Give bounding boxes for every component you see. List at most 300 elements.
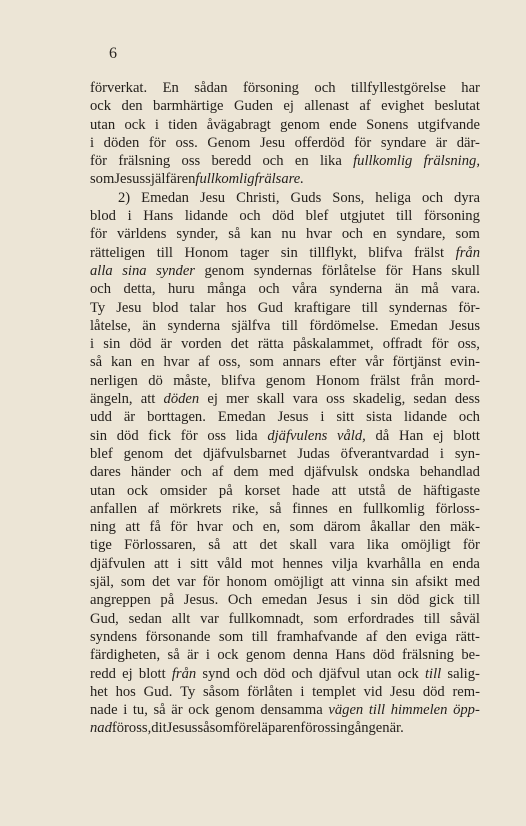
word bbox=[218, 353, 240, 371]
word bbox=[399, 427, 423, 445]
word-text: ock bbox=[397, 665, 419, 682]
word-text: beslutat bbox=[434, 98, 480, 115]
word-text: angreppen bbox=[90, 592, 151, 609]
word bbox=[255, 170, 304, 188]
word bbox=[206, 646, 210, 664]
word bbox=[455, 390, 480, 408]
word-text: och bbox=[180, 464, 202, 481]
word-text: till bbox=[463, 592, 480, 609]
word-text: en bbox=[338, 500, 353, 517]
word-text: Guds bbox=[290, 189, 322, 206]
word bbox=[281, 225, 296, 243]
word bbox=[90, 317, 131, 335]
word-text: vid bbox=[363, 683, 383, 700]
word bbox=[127, 482, 148, 500]
word bbox=[170, 518, 187, 536]
word bbox=[90, 683, 108, 701]
word-text: genom bbox=[265, 372, 306, 389]
word-text: där- bbox=[456, 134, 480, 151]
word bbox=[390, 683, 415, 701]
word bbox=[236, 427, 258, 445]
word-text: allt bbox=[171, 610, 191, 627]
word-text: i bbox=[90, 134, 95, 151]
word bbox=[269, 500, 281, 518]
word-text: Hans bbox=[335, 647, 366, 664]
word bbox=[189, 299, 215, 317]
word-text: oss bbox=[181, 153, 201, 170]
word-text: ock bbox=[188, 702, 210, 719]
word bbox=[103, 335, 120, 353]
word-text: lika bbox=[319, 153, 342, 170]
word bbox=[353, 390, 405, 408]
word bbox=[452, 683, 480, 701]
word-text: utan bbox=[90, 116, 116, 133]
word bbox=[112, 719, 129, 737]
word-text: dares bbox=[90, 464, 121, 481]
word-text: af bbox=[366, 628, 378, 645]
word bbox=[336, 408, 354, 426]
word bbox=[205, 262, 245, 280]
word bbox=[124, 536, 196, 554]
word bbox=[373, 225, 387, 243]
text-line bbox=[90, 683, 480, 701]
word bbox=[90, 390, 133, 408]
word-text: att bbox=[140, 391, 156, 408]
word bbox=[389, 299, 447, 317]
word bbox=[90, 518, 116, 536]
word bbox=[366, 116, 408, 134]
word bbox=[172, 610, 191, 628]
word-text: Jesus bbox=[277, 409, 309, 426]
word bbox=[274, 573, 323, 591]
word bbox=[152, 299, 178, 317]
word bbox=[370, 518, 410, 536]
word-text: barmhärtige bbox=[153, 98, 224, 115]
word-text: förlåten bbox=[247, 683, 293, 700]
word bbox=[123, 701, 127, 719]
word-text: sitt bbox=[336, 409, 355, 426]
word-text: med bbox=[268, 464, 294, 481]
word bbox=[449, 317, 480, 335]
word-text: synd bbox=[202, 665, 230, 682]
word bbox=[322, 262, 376, 280]
word bbox=[306, 207, 329, 225]
word bbox=[425, 665, 441, 683]
word bbox=[148, 372, 163, 390]
word-text: Jesus. bbox=[183, 592, 219, 609]
word bbox=[453, 427, 480, 445]
word bbox=[419, 518, 440, 536]
word bbox=[424, 152, 480, 170]
word-text: försonande bbox=[145, 628, 211, 645]
word-text: och bbox=[421, 189, 444, 206]
word-text: nu bbox=[281, 226, 296, 243]
word-text: allenast bbox=[304, 98, 349, 115]
word bbox=[330, 573, 345, 591]
word bbox=[295, 134, 345, 152]
word bbox=[207, 116, 271, 134]
text-line bbox=[90, 170, 480, 188]
word bbox=[292, 482, 320, 500]
word-text: att bbox=[331, 482, 347, 499]
word bbox=[336, 719, 390, 737]
word bbox=[217, 555, 242, 573]
word-text: en bbox=[140, 354, 155, 371]
word bbox=[458, 335, 480, 353]
word-text: åkallar bbox=[370, 519, 410, 536]
word bbox=[217, 646, 238, 664]
word bbox=[433, 427, 444, 445]
word bbox=[182, 152, 201, 170]
word bbox=[293, 390, 318, 408]
word bbox=[332, 189, 364, 207]
word bbox=[260, 536, 278, 554]
word-text: denna bbox=[293, 647, 328, 664]
word bbox=[272, 207, 294, 225]
text-line bbox=[90, 317, 480, 335]
word bbox=[90, 372, 138, 390]
word-text: hos bbox=[226, 299, 247, 316]
word bbox=[90, 555, 145, 573]
word bbox=[148, 427, 171, 445]
word-text: död bbox=[422, 683, 445, 700]
word bbox=[240, 244, 269, 262]
word-text: för bbox=[180, 427, 198, 444]
word bbox=[332, 482, 347, 500]
word bbox=[149, 134, 166, 152]
word bbox=[246, 646, 286, 664]
word-text: utan bbox=[366, 665, 392, 682]
text-line bbox=[90, 555, 480, 573]
word-text: rätta bbox=[257, 336, 284, 353]
word-text: för bbox=[90, 226, 108, 243]
word-text: är bbox=[435, 134, 448, 151]
word bbox=[450, 353, 480, 371]
italic-text: våld, bbox=[337, 427, 366, 444]
word bbox=[455, 445, 480, 463]
word bbox=[262, 152, 283, 170]
word bbox=[304, 463, 358, 481]
word-text: Christi, bbox=[236, 189, 280, 206]
word bbox=[90, 646, 160, 664]
word bbox=[359, 97, 370, 115]
word-text: för bbox=[202, 574, 220, 591]
word-text: tager bbox=[239, 244, 270, 261]
word-text: försoning bbox=[243, 80, 299, 96]
word bbox=[398, 665, 419, 683]
word-text: syndare, bbox=[396, 226, 446, 243]
word-text: och bbox=[232, 519, 254, 536]
word-text: evighet bbox=[381, 98, 425, 115]
word-text: ej bbox=[432, 427, 444, 444]
word-text: våra bbox=[292, 281, 318, 298]
word-text: skall bbox=[289, 537, 318, 554]
word-text: att bbox=[232, 537, 248, 554]
word-text: vinna bbox=[352, 574, 385, 591]
word-text: som bbox=[218, 628, 244, 645]
word-text: sedan bbox=[413, 391, 447, 408]
word bbox=[412, 262, 442, 280]
word-text: fullkomnadt, bbox=[228, 610, 304, 627]
word-text: i bbox=[439, 445, 444, 462]
word-text: talar bbox=[189, 299, 216, 316]
text-line bbox=[90, 536, 480, 554]
word bbox=[320, 408, 324, 426]
word bbox=[161, 335, 172, 353]
word bbox=[90, 591, 151, 609]
word bbox=[431, 335, 448, 353]
word bbox=[353, 152, 412, 170]
word-text: lika bbox=[366, 537, 389, 554]
word-text: öfverantvardad bbox=[340, 445, 429, 462]
word bbox=[401, 536, 450, 554]
word-text: har bbox=[461, 80, 480, 96]
word-text: är bbox=[123, 409, 136, 426]
word bbox=[117, 225, 166, 243]
word bbox=[90, 116, 115, 134]
word-text: påskalammet, bbox=[292, 336, 374, 353]
word bbox=[391, 573, 408, 591]
word-text: ock bbox=[90, 98, 112, 115]
word-text: hvar bbox=[196, 519, 223, 536]
word bbox=[190, 555, 208, 573]
italic-text: fullkomlig bbox=[353, 153, 413, 170]
word bbox=[278, 408, 309, 426]
word-text: kan bbox=[250, 226, 272, 243]
word-text: genom bbox=[204, 262, 245, 279]
word-text: död bbox=[397, 592, 420, 609]
word bbox=[177, 573, 196, 591]
word-text: själf bbox=[145, 171, 171, 188]
word bbox=[203, 445, 286, 463]
word bbox=[292, 280, 317, 298]
word bbox=[243, 79, 299, 97]
word-text: den bbox=[385, 628, 407, 645]
word bbox=[423, 683, 445, 701]
word-text: frälst bbox=[370, 372, 401, 389]
word bbox=[181, 335, 222, 353]
word-text: det bbox=[174, 445, 193, 462]
word-text: enda bbox=[452, 555, 480, 572]
word-text: Gud, bbox=[90, 610, 119, 627]
word bbox=[383, 335, 422, 353]
text-line bbox=[90, 500, 480, 518]
word bbox=[390, 317, 438, 335]
word-text: som bbox=[249, 354, 274, 371]
word bbox=[90, 500, 137, 518]
word bbox=[390, 719, 404, 737]
word bbox=[212, 463, 223, 481]
word bbox=[251, 555, 274, 573]
word-text: är. bbox=[389, 720, 404, 737]
word-text: af bbox=[211, 464, 224, 481]
word-text: ning bbox=[90, 519, 116, 536]
word bbox=[187, 646, 198, 664]
word-text: ingången bbox=[336, 720, 390, 737]
word-text: nerligen bbox=[90, 372, 138, 389]
italic-text: alla bbox=[90, 262, 113, 279]
word bbox=[300, 683, 304, 701]
word bbox=[118, 152, 170, 170]
word bbox=[131, 463, 171, 481]
word bbox=[182, 170, 196, 188]
word bbox=[351, 79, 446, 97]
word bbox=[197, 719, 233, 737]
word-text: blef bbox=[90, 445, 113, 462]
text-line bbox=[90, 280, 480, 298]
word-text: af bbox=[359, 98, 371, 115]
word bbox=[90, 79, 147, 97]
word-text: för bbox=[170, 519, 188, 536]
word-text: död bbox=[263, 665, 286, 682]
word bbox=[170, 170, 181, 188]
word-text: död bbox=[116, 427, 139, 444]
word-text: skadelig, bbox=[352, 391, 406, 408]
word-text: döden bbox=[103, 134, 140, 151]
word-text: för- bbox=[458, 299, 480, 316]
word-text: sin bbox=[391, 574, 409, 591]
word-text: vara. bbox=[451, 281, 480, 298]
word bbox=[197, 518, 223, 536]
italic-text: från bbox=[455, 244, 480, 261]
word bbox=[160, 591, 174, 609]
word-text: som bbox=[120, 574, 146, 591]
word bbox=[200, 189, 225, 207]
word-text: blifva bbox=[221, 372, 256, 389]
word-text: blod bbox=[152, 299, 179, 316]
word-text: en bbox=[429, 555, 444, 572]
italic-text: djäfvulens bbox=[267, 427, 328, 444]
word-text: syn- bbox=[454, 445, 480, 462]
word-text: synderna bbox=[167, 317, 221, 334]
word bbox=[341, 445, 429, 463]
word bbox=[90, 665, 116, 683]
text-line bbox=[90, 244, 480, 262]
word bbox=[424, 610, 440, 628]
word bbox=[168, 280, 195, 298]
word bbox=[118, 189, 130, 207]
word bbox=[455, 573, 480, 591]
text-line bbox=[90, 610, 480, 628]
word bbox=[128, 207, 132, 225]
word-text: salig- bbox=[447, 665, 480, 682]
word-text: utstå bbox=[358, 482, 386, 499]
word bbox=[90, 280, 111, 298]
word-text: blifva bbox=[368, 244, 403, 261]
word-text: var bbox=[200, 610, 219, 627]
word-text: och bbox=[458, 409, 480, 426]
word-text: syndens bbox=[90, 628, 138, 645]
word-text: till bbox=[281, 317, 298, 334]
word bbox=[177, 555, 181, 573]
word-text: beredd bbox=[211, 153, 252, 170]
word-text: på bbox=[218, 482, 233, 499]
word-text: anfallen bbox=[90, 500, 137, 517]
word bbox=[332, 555, 358, 573]
text-line bbox=[90, 518, 480, 536]
word bbox=[198, 353, 209, 371]
word bbox=[203, 573, 220, 591]
word-text: få bbox=[149, 519, 161, 536]
word bbox=[266, 372, 306, 390]
italic-text: öpp- bbox=[453, 702, 480, 719]
italic-text: till bbox=[368, 702, 386, 719]
word bbox=[236, 665, 257, 683]
word bbox=[317, 719, 336, 737]
word-text: sista bbox=[366, 409, 393, 426]
word bbox=[330, 536, 355, 554]
word-text: den bbox=[121, 98, 143, 115]
word-text: förlåtelse bbox=[321, 262, 376, 279]
word-text: vår bbox=[365, 354, 384, 371]
word bbox=[396, 207, 412, 225]
word-text: många bbox=[207, 281, 247, 298]
word-text: måste, bbox=[173, 372, 211, 389]
word bbox=[312, 683, 356, 701]
word-text: död bbox=[272, 208, 294, 225]
word bbox=[170, 500, 222, 518]
word-text: på bbox=[160, 592, 175, 609]
text-line bbox=[90, 591, 480, 609]
text-line bbox=[90, 390, 480, 408]
word bbox=[125, 518, 140, 536]
word-text: frälsning bbox=[118, 153, 171, 170]
word bbox=[330, 280, 383, 298]
word-text: af bbox=[198, 354, 210, 371]
word-text: Guden bbox=[233, 98, 273, 115]
word bbox=[340, 207, 385, 225]
text-line bbox=[90, 134, 480, 152]
word-text: korset bbox=[244, 482, 281, 499]
word bbox=[306, 225, 332, 243]
word bbox=[122, 97, 143, 115]
word bbox=[436, 134, 447, 152]
word-text: gick bbox=[429, 592, 455, 609]
word bbox=[145, 170, 170, 188]
word bbox=[250, 225, 271, 243]
word bbox=[313, 610, 337, 628]
word bbox=[90, 408, 112, 426]
word bbox=[263, 518, 280, 536]
word-text: för bbox=[300, 720, 318, 737]
word bbox=[458, 299, 480, 317]
body-text bbox=[90, 79, 480, 738]
word bbox=[250, 353, 274, 371]
word-text: sin bbox=[103, 336, 121, 353]
word-text: utan bbox=[90, 482, 116, 499]
word bbox=[168, 646, 180, 664]
word-text: En bbox=[162, 80, 179, 96]
word bbox=[215, 701, 255, 719]
word bbox=[354, 134, 371, 152]
word bbox=[90, 628, 137, 646]
word bbox=[393, 353, 442, 371]
word bbox=[358, 482, 386, 500]
word-text: hos bbox=[115, 683, 136, 700]
word-text: skall bbox=[257, 391, 285, 408]
word-text: oss, bbox=[218, 354, 241, 371]
word bbox=[231, 335, 249, 353]
word-text: af bbox=[147, 500, 160, 517]
word bbox=[352, 573, 384, 591]
word bbox=[381, 134, 426, 152]
word-text: tiden bbox=[168, 116, 198, 133]
word-text: såsom bbox=[203, 683, 240, 700]
word-text: händer bbox=[130, 464, 171, 481]
word bbox=[276, 628, 357, 646]
word-text: i bbox=[177, 555, 182, 572]
word bbox=[219, 628, 243, 646]
